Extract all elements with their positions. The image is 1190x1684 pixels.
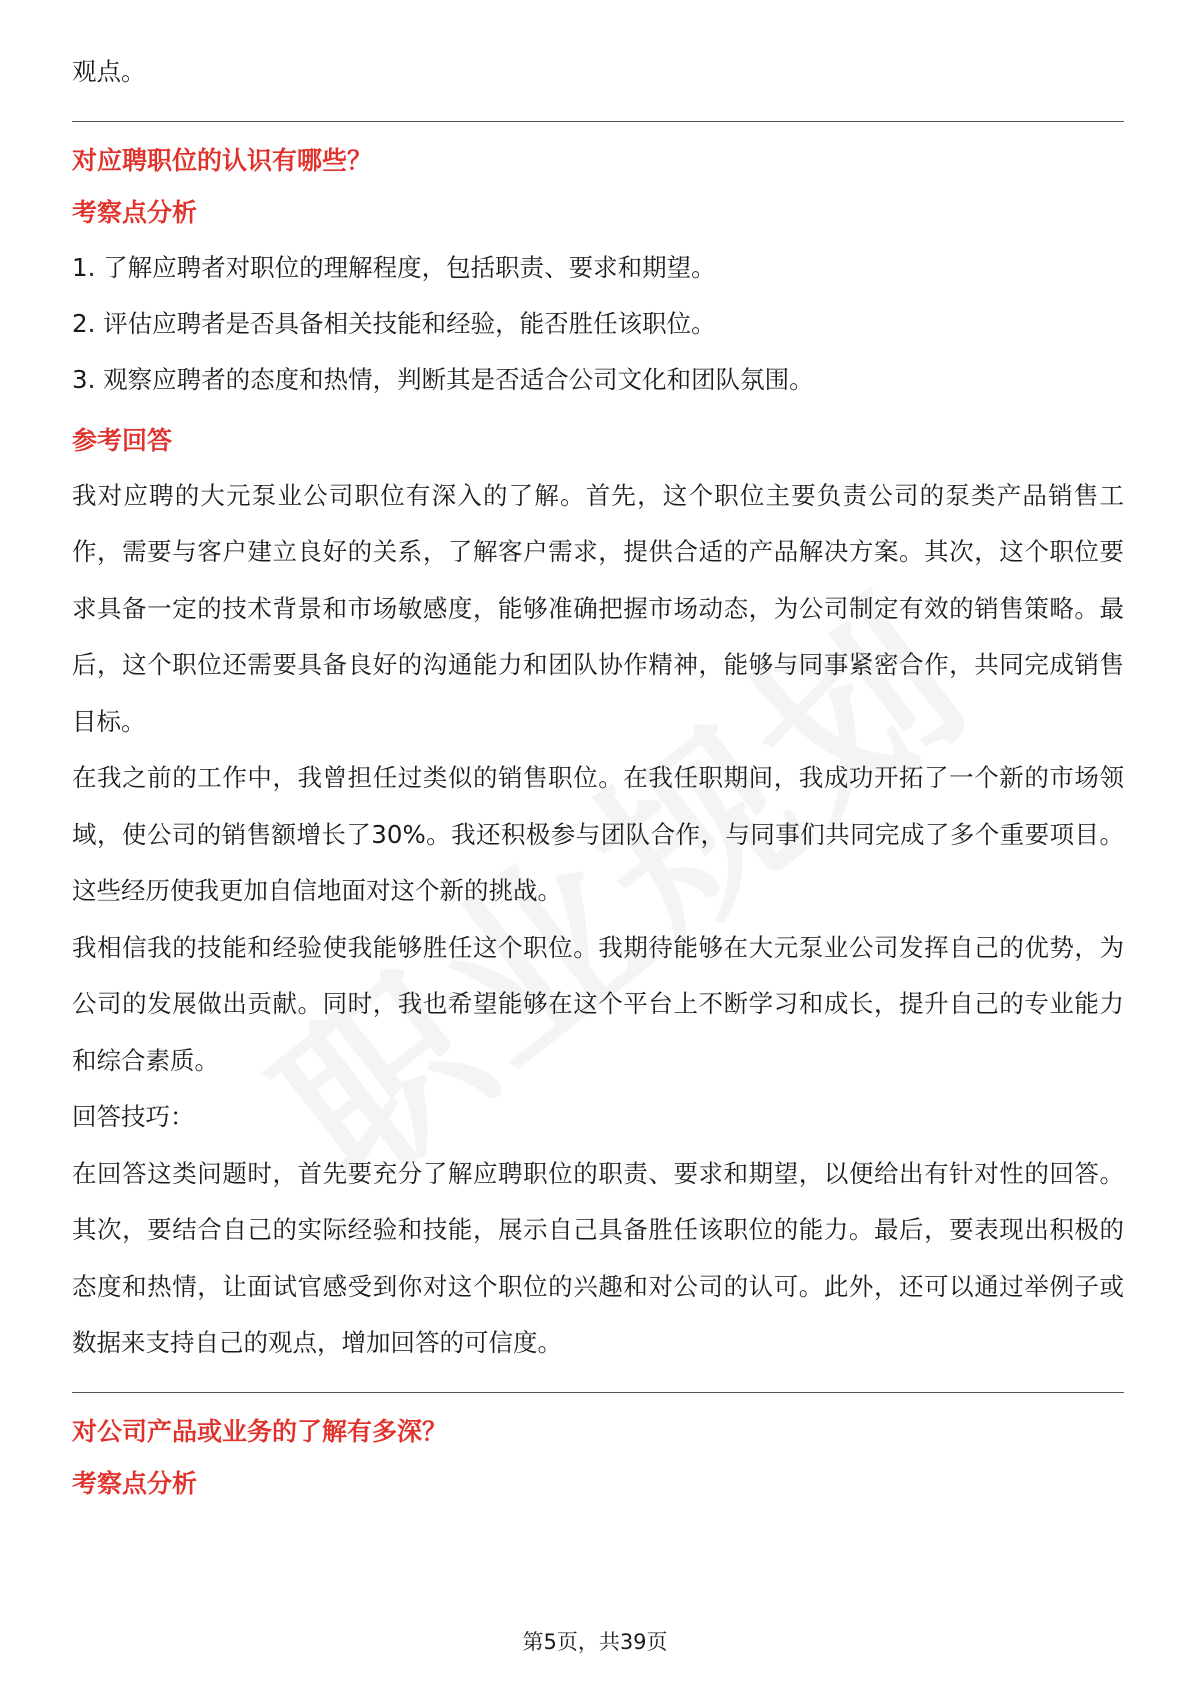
analysis-point: 3. 观察应聘者的态度和热情，判断其是否适合公司文化和团队氛围。 bbox=[72, 364, 814, 394]
answer-paragraph: 我对应聘的大元泵业公司职位有深入的了解。首先，这个职位主要负责公司的泵类产品销售工作，需要与客户建立良好的关系，了解客户需求，提供合适的产品解决方案。其次，这个职位要求具备一定的技术背景和市场敏感度，能够准确把握市场动态，为公司制定有效的销售策略。最后，这个职位还需要具备良好的沟通能力和团队协作精神，能够与同事紧密合作，共同完成销售目标。 bbox=[72, 480, 1124, 736]
page-number-footer: 第5页，共39页 bbox=[522, 1630, 668, 1654]
analysis-point: 1. 了解应聘者对职位的理解程度，包括职责、要求和期望。 bbox=[72, 252, 716, 282]
question-title-1: 对应聘职位的认识有哪些？ bbox=[72, 145, 373, 175]
answer-paragraph: 在回答这类问题时，首先要充分了解应聘职位的职责、要求和期望，以便给出有针对性的回答。其次，要结合自己的实际经验和技能，展示自己具备胜任该职位的能力。最后，要表现出积极的态度和热情，让面试官感受到你对这个职位的兴趣和对公司的认可。此外，还可以通过举例子或数据来支持自己的观点，增加回答的可信度。 bbox=[72, 1158, 1124, 1357]
analysis-heading-1: 考察点分析 bbox=[72, 197, 198, 227]
section-divider-1 bbox=[72, 121, 1124, 122]
question-block-1 bbox=[72, 138, 1124, 1372]
question-title-2: 对公司产品或业务的了解有多深？ bbox=[72, 1416, 448, 1446]
answer-tips-label: 回答技巧： bbox=[72, 1102, 195, 1131]
section-divider-2 bbox=[72, 1392, 1124, 1393]
answer-paragraph: 在我之前的工作中，我曾担任过类似的销售职位。在我任职期间，我成功开拓了一个新的市场领域，使公司的销售额增长了30%。我还积极参与团队合作，与同事们共同完成了多个重要项目。这些经历使我更加自信地面对这个新的挑战。 bbox=[72, 763, 1124, 905]
answer-paragraph: 我相信我的技能和经验使我能够胜任这个职位。我期待能够在大元泵业公司发挥自己的优势，为公司的发展做出贡献。同时，我也希望能够在这个平台上不断学习和成长，提升自己的专业能力和综合素质。 bbox=[72, 932, 1124, 1075]
analysis-point: 2. 评估应聘者是否具备相关技能和经验，能否胜任该职位。 bbox=[72, 308, 716, 338]
answer-heading-1: 参考回答 bbox=[72, 425, 173, 455]
question-block-2 bbox=[72, 1409, 1124, 1507]
page-content bbox=[72, 44, 1124, 1511]
analysis-heading-2: 考察点分析 bbox=[72, 1468, 198, 1498]
intro-tail-text: 观点。 bbox=[72, 57, 146, 86]
